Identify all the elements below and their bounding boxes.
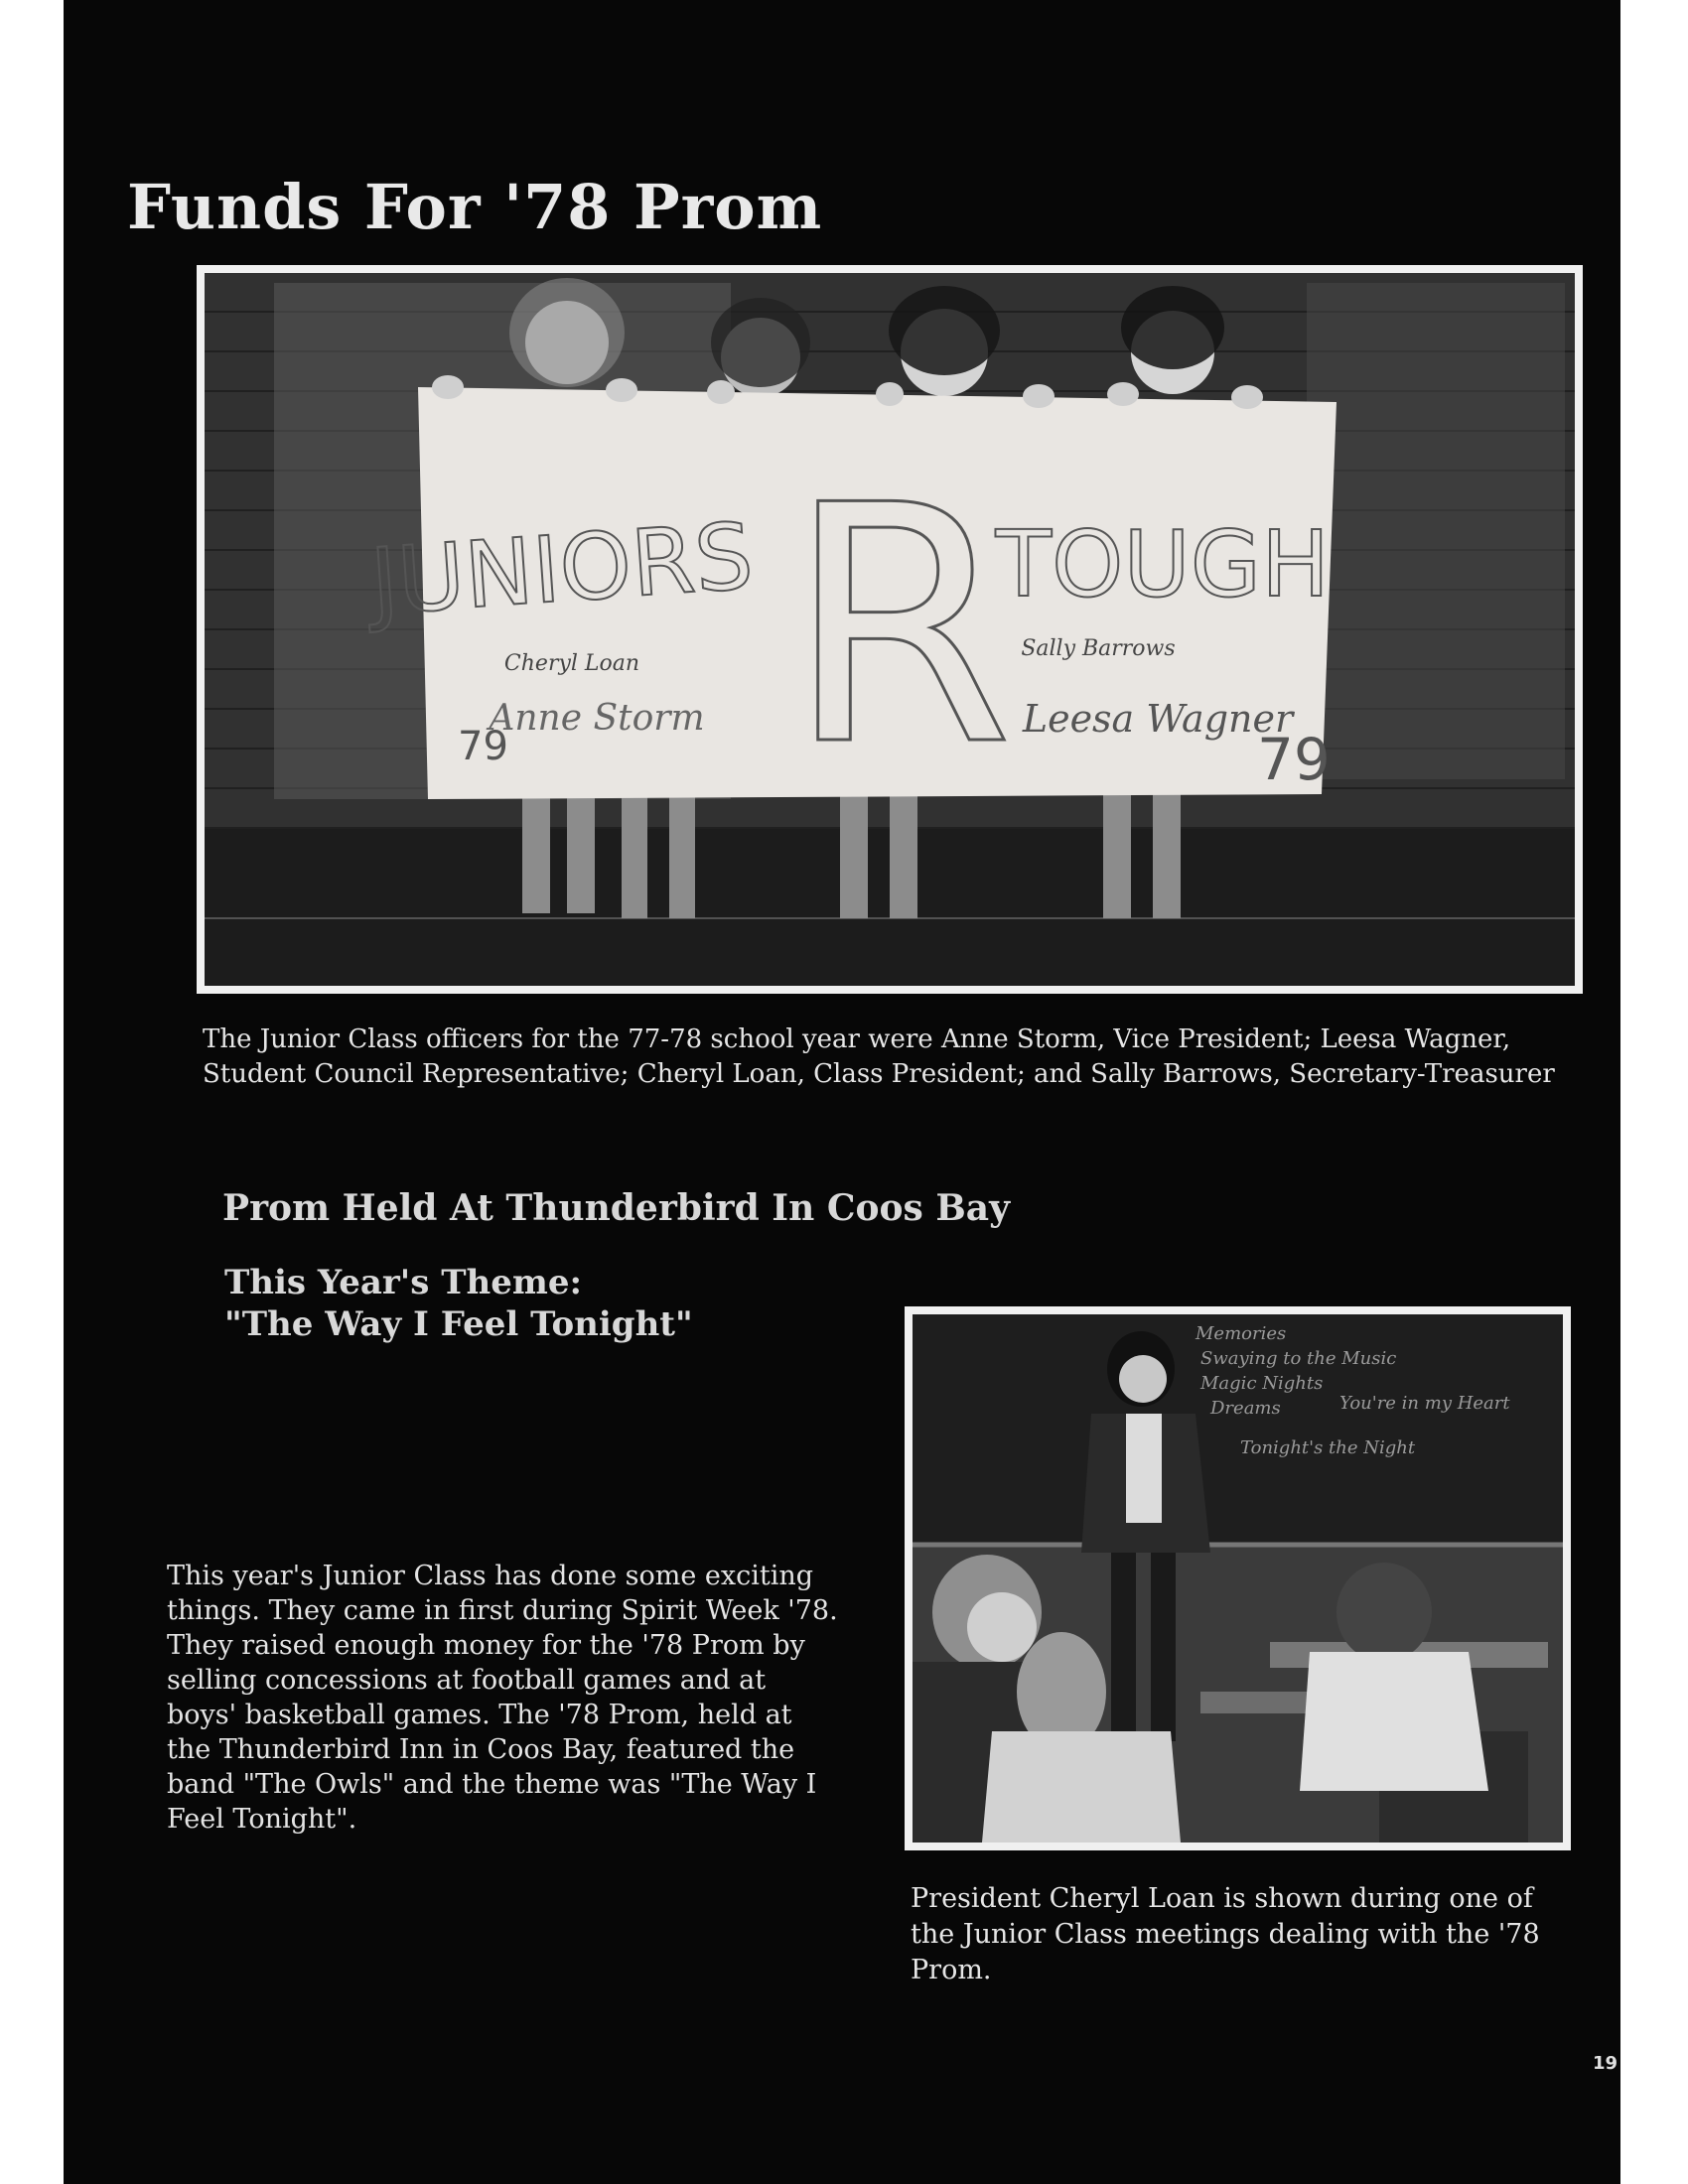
- chalk-line-memories: Memories: [1196, 1323, 1287, 1344]
- juniors-banner: [362, 387, 1336, 817]
- banner-word-r: R: [785, 436, 1014, 817]
- year-mark-left: 79: [458, 724, 508, 769]
- year-mark-right: 79: [1257, 726, 1331, 793]
- signature-cheryl-loan: Cheryl Loan: [503, 651, 640, 676]
- chalk-line-swaying: Swaying to the Music: [1200, 1348, 1397, 1369]
- banner-word-tough: TOUGH: [995, 511, 1331, 617]
- banner-word-juniors: JUNIORS: [367, 502, 757, 636]
- junior-class-summary: This year's Junior Class has done some exciting things. They came in first during Spirit Week '78. They raised enough money for the '78 Prom by selling concessions at football games and at boys' basketball games. The '78 Prom, held at the Thunderbird Inn in Coos Bay, featured the band "The Owls" and the theme was "The Way I Feel Tonight".: [167, 1561, 838, 1835]
- yearbook-page: [64, 0, 1620, 2184]
- officers-photo-caption: The Junior Class officers for the 77-78 school year were Anne Storm, Vice President; Leesa Wagner, Student Council Representative; Cheryl Loan, Class President; and Sally Barrows, Secretary-Treasurer: [203, 1024, 1555, 1089]
- class-meeting-photo: [905, 1306, 1571, 1850]
- signature-leesa-wagner: Leesa Wagner: [1022, 697, 1294, 741]
- chalk-line-dreams: Dreams: [1210, 1398, 1281, 1419]
- chalk-line-tonights-the-night: Tonight's the Night: [1240, 1437, 1416, 1458]
- prom-location-heading: Prom Held At Thunderbird In Coos Bay: [222, 1187, 1011, 1229]
- theme-title: "The Way I Feel Tonight": [224, 1304, 693, 1344]
- officers-photo: [197, 265, 1583, 994]
- page-number: 19: [1593, 2053, 1618, 2074]
- class-meeting-caption: President Cheryl Loan is shown during one of the Junior Class meetings dealing with the '78 Prom.: [911, 1883, 1540, 1985]
- signature-anne-storm: Anne Storm: [489, 698, 705, 739]
- chalk-line-youre-in-my-heart: You're in my Heart: [1339, 1393, 1510, 1414]
- chalk-line-magic-nights: Magic Nights: [1200, 1373, 1324, 1394]
- signature-sally-barrows: Sally Barrows: [1021, 636, 1176, 661]
- page-title: Funds For '78 Prom: [127, 171, 823, 243]
- theme-label: This Year's Theme:: [224, 1263, 583, 1302]
